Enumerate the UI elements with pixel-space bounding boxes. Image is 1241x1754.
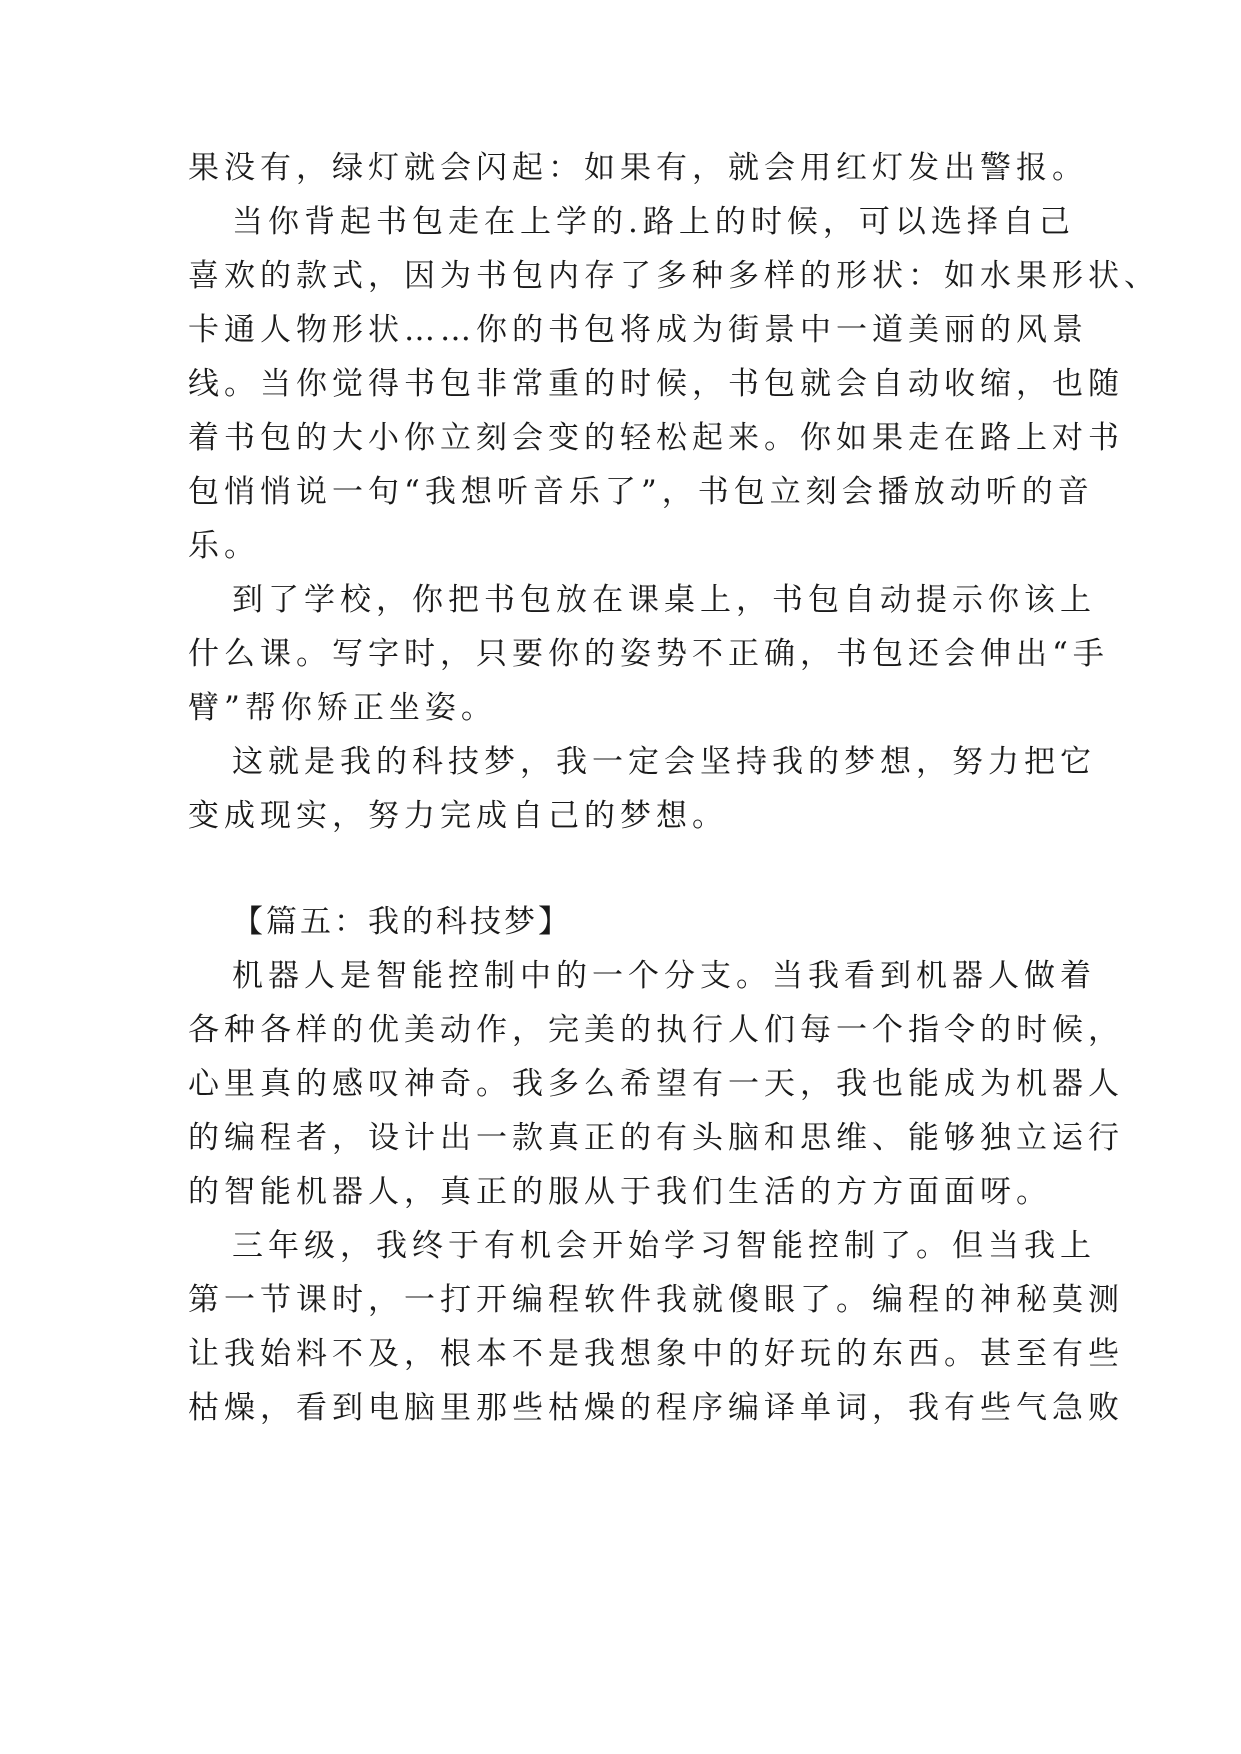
text-line: 三年级，我终于有机会开始学习智能控制了。但当我上 (232, 1228, 1096, 1264)
text-line: 枯燥，看到电脑里那些枯燥的程序编译单词，我有些气急败 (188, 1390, 1124, 1426)
text-line: 臂”帮你矫正坐姿。 (188, 690, 497, 726)
text-line: 当你背起书包走在上学的.路上的时候，可以选择自己 (232, 204, 1075, 240)
text-line: 变成现实，努力完成自己的梦想。 (188, 798, 728, 834)
section-heading: 【篇五：我的科技梦】 (232, 904, 572, 940)
text-line: 各种各样的优美动作，完美的执行人们每一个指令的时候， (188, 1012, 1124, 1048)
text-line: 这就是我的科技梦，我一定会坚持我的梦想，努力把它 (232, 744, 1096, 780)
text-line: 心里真的感叹神奇。我多么希望有一天，我也能成为机器人 (188, 1066, 1124, 1102)
text-line: 的智能机器人，真正的服从于我们生活的方方面面呀。 (188, 1174, 1052, 1210)
text-line: 卡通人物形状……你的书包将成为街景中一道美丽的风景 (188, 312, 1088, 348)
text-line: 的编程者，设计出一款真正的有头脑和思维、能够独立运行 (188, 1120, 1124, 1156)
text-line: 果没有，绿灯就会闪起：如果有，就会用红灯发出警报。 (188, 150, 1088, 186)
text-line: 让我始料不及，根本不是我想象中的好玩的东西。甚至有些 (188, 1336, 1124, 1372)
text-line: 乐。 (188, 528, 260, 564)
text-line: 第一节课时，一打开编程软件我就傻眼了。编程的神秘莫测 (188, 1282, 1124, 1318)
text-line: 着书包的大小你立刻会变的轻松起来。你如果走在路上对书 (188, 420, 1124, 456)
text-line: 包悄悄说一句“我想听音乐了”，书包立刻会播放动听的音 (188, 474, 1094, 510)
text-line: 线。当你觉得书包非常重的时候，书包就会自动收缩，也随 (188, 366, 1124, 402)
text-line: 到了学校，你把书包放在课桌上，书包自动提示你该上 (232, 582, 1096, 618)
text-line: 喜欢的款式，因为书包内存了多种多样的形状：如水果形状、 (188, 258, 1160, 294)
text-line: 机器人是智能控制中的一个分支。当我看到机器人做着 (232, 958, 1096, 994)
text-line: 什么课。写字时，只要你的姿势不正确，书包还会伸出“手 (188, 636, 1109, 672)
